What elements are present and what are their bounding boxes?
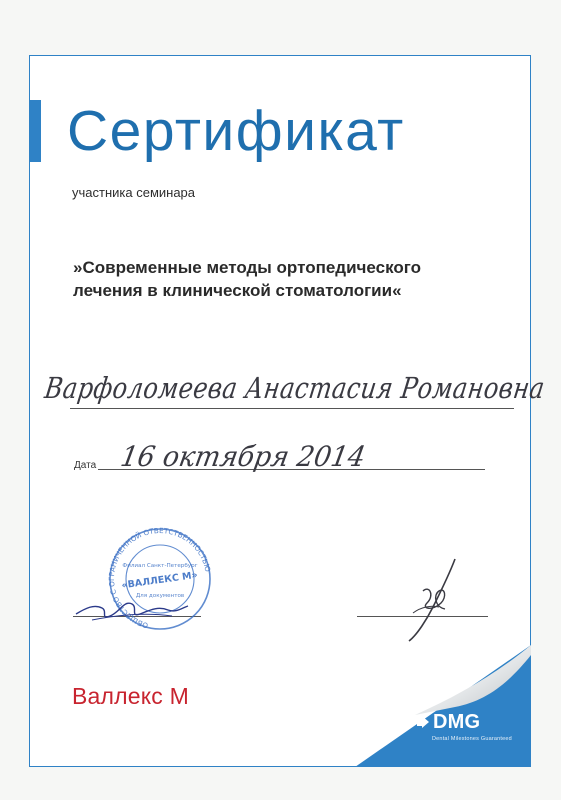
course-title (73, 256, 513, 302)
stamp-inner-bottom: Для документов (135, 593, 185, 599)
date-label: Дата (74, 460, 97, 471)
stamp-ring-text: ОБЩЕСТВО С ОГРАНИЧЕННОЙ ОТВЕТСТВЕННОСТЬЮ (107, 525, 213, 631)
certificate-title: Сертификат (67, 99, 405, 163)
dmg-logo-icon (416, 715, 430, 729)
name-underline (70, 408, 514, 409)
participant-name: Варфоломеева Анастасия Романовна (42, 371, 547, 405)
page-curl-corner (355, 645, 531, 767)
stamp-center-text: «ВАЛЛЕКС М» (120, 569, 199, 592)
course-title-line-1: »Современные методы ортопедического (73, 258, 422, 277)
signature-left-icon (72, 590, 192, 630)
course-title-line-2: лечения в клинической стоматологии« (73, 281, 402, 300)
stamp-inner-top: Филиал Санкт-Петербург (122, 563, 198, 569)
signature-right-icon (395, 555, 475, 645)
dmg-logo: DMG (433, 711, 481, 733)
date-value: 16 октября 2014 (118, 440, 368, 473)
certificate-subtitle: участника семинара (72, 185, 196, 200)
dmg-tagline: Dental Milestones Guaranteed (432, 736, 512, 742)
title-accent-bar (29, 100, 41, 162)
vallex-logo: Валлекс М (72, 683, 189, 709)
